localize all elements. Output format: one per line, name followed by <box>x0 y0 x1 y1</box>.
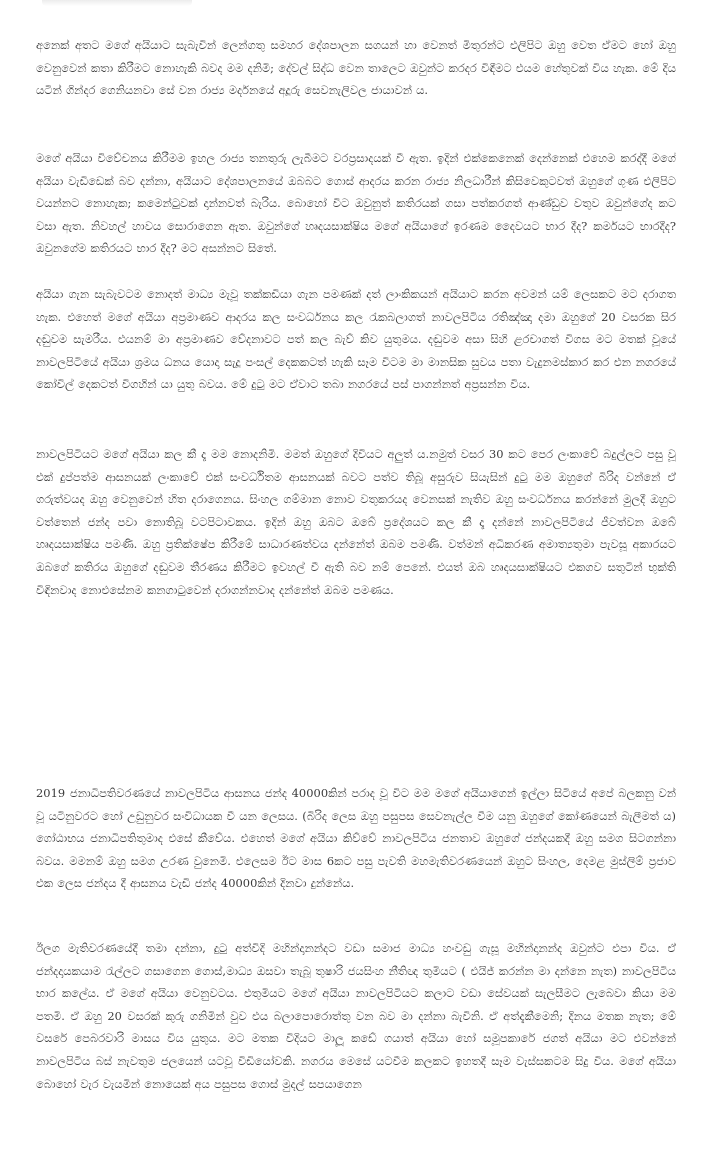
paragraph-4: නාවලපිටියට මගේ අයියා කල කී දෑ මම නොදනිමි. මමත් ඔහුගේ දිවියට අලුත් ය.නමුත් වසර 30 කට පෙර ලංකාවේ බදුල්ලට පසු වූ එක් දුප්පත්ම ආසනයක් ලංකාවේ එක් සංවර්ධිතම ආසනයක් බවට පත්ව තිබූ අසුරුව සියැසින් දුටු මම ඔහුගේ බිරිද වන්නේ ඒ ගරුත්වයද ඔහු වෙනුවෙන් හිත දරාගෙනය. සිංහල ගම්මාන නොව වතුකරයද වෙනසක් නැතිව ඔහු සංවර්ධනය කරන්නේ මුලදී ඔහුට වත්තෙන් ජන්ද පවා නොතිබූ වටපිටාවකය. ඉදින් ඔහු ඔබට ඔබේ ප්‍රදේශයට කල කී දෑ දන්නේ නාවලපිටියේ ජීවත්වන ඔබේ හෘදයසාක්ෂිය පමණි. ඔහු ප්‍රතික්ෂේප කිරීමේ සාධාරණත්වය දන්නේත් ඔබම පමණි. වත්මන් අධිකරණ අමාත්‍යතුමා පැවසූ අකාරයට ඔබගේ කතිරය ඔහුගේ දඬුවම තීරණය කිරීමට ඉවහල් වී ඇති බව නම් පෙනේ. එයත් ඔබ හෘදයසාක්ෂියට එකගව සතුටින් භුක්ති විඳිනවාද නොඑසේනම කනගාටුවෙන් දරාගන්නවාද දන්නේත් ඔබම පමණය. <box>36 447 676 597</box>
paragraph-3: අයියා ගැන සැබැවටම නොදත් මාධ්‍ය මැවූ තක්කඩියා ගැන පමණක් දත් ලාංකිකයන් අයියාට කරන අවමන් යම් ලෙසකට මට දරාගත හැක. එහෙත් මගේ අයියා අප්‍රමාණව ආදරය කල සංවර්ධනය කල රැකබලාගත් නාවලපිටිය රතිඤ්ඤා දමා ඔහුගේ 20 වසරක සිර දඬුවම සැමරීය. එයනම් මා අප්‍රමාණව වේදනාවට පත් කල බැව් කිව යුතුමය. දඬුවම අසා සිහි ළරචාගත් විගස මට මතක් වූයේ නාවලපිටියේ අයියා ශ්‍රමය ධනය යොදා සැදූ පංසල් දෙකකටත් හැකි සෑම විටම මා මානසික සුවය පතා වැදුනමස්කාර කර එන නගරයේ කෝවිල් දෙකටත් විගහින් යා යුතු බවය. මේ දුටු මට ඒවාට තබා නගරයේ පස් පාගන්නත් අප්‍රසන්න විය. <box>36 287 676 392</box>
paragraph-5: 2019 ජනාධිපතිවරණයේ නාවලපිටිය ආසනය ජන්ද 40000කින් පරාද වූ විට මම මගේ අයියාගෙන් ඉල්ලා සිටියේ අපේ බලකනු වන් වූ යටිනුවරට හෝ උඩුනුවර සංවිධායක වී යන ලෙසය. (බිරිද ලෙස ඔහු පසුපස සෙවනැල්ල වීම යනු ඔහුගේ කෝණයෙන් බැලීමත් ය) ගෝඨාභය ජනාධිපතිතුමාද එසේ කීවේය. එහෙත් මගේ අයියා කිව්වේ නාවලපිටිය ජනතාව ඔහුගේ ජන්දයකදී ඔහු සමග සිටගන්නා බවය. මමනම් ඔහු සමග උරණ වුනෙමි. එලෙසම ඊට මාස 6කට පසු පැවති මහමැතිවරණයෙන් ඔහුට සිංහල, දෙමළ මුස්ලිම් ප්‍රජාව එක ලෙස ජන්දය දී ආසනය වැඩි ජන්ද 40000කින් දිනවා දුන්නේය. <box>36 786 676 891</box>
paragraph-6: ඊලග මැතිවරණයේදී තමා දන්නා, දුටු අත්විදි මහින්දානන්දට වඩා සමාජ මාධ්‍ය හංවඩු ගැසූ මහින්දානන්ද ඔවුන්ට එපා විය. ඒ ජන්දදායකයාම රැල්ලට ගසාගෙන ගොස්,මාධ්‍ය ඔසවා තැබූ තුෂාරි ජයසිංහ නීතිඥ තුමියට ( එයිජ් කරන්න මා දන්නෙ නැත) නාවලපිටිය භාර කලේය. ඒ මගේ අයියා වෙනුවටය. එතුමියට මගේ අයියා නාවලපිටියට කලාට වඩා සේවයක් සැලසීමට ලැබෙවා කියා මම පතමි. ඒ ඔහු 20 වසරක් කුරු ගනිමින් වුව එය බලාපොරොත්තු වන බව මා දන්නා බැවිනි. ඒ අත්දැකීමෙනි; දිනය මතක නැත; මේ වසරේ පෙබරවාරි මාසය විය යුතුය. මට මතක විදියට මාලූ කඩේ ගයාත් අයියා හෝ සමූපකාරේ ජගත් අයියා මට එවන්නේ නාවලපිටිය බස් නැවතුම ජලයෙන් යටවූ විඩියෝවකි. නගරය මෙසේ යටවීම කලකට ඉහතදී සෑම වැස්සකටම සිදු විය. මගේ අයියා බොහෝ වැර වැයමින් නොයෙක් අය පසුපස ගොස් මුදල් සපයාගෙන <box>36 941 676 1091</box>
article-body <box>36 34 676 1164</box>
top-banner-fade <box>42 0 192 6</box>
paragraph-2: මගේ අයියා විවේචනය කිරීමම ඉහල රාජ්‍ය තනතුරු ලැබීමට වරප්‍රසාදයක් වී ඇත. ඉදින් එක්කෙනෙක් දෙන්නෙක් එහෙම කරද්දී මගේ අයියා වැඩිඩෙක් බව දන්නා, අයියාට දේශපාලනයේ ඔබබට ගොස් ආදරය කරන රාජ්‍ය නිලධාරීන් කිසිවෙකුටවත් ඔහුගේ ගුණ එලිපිට වයන්නට නොහැක; කමෙන්ටුවක් දාන්නවත් බැරිය. බොහෝ විට ඔවුනුත් කතිරයක් ගසා පත්කරගත් ආණ්ඩුව වතුව ඔවුන්ගේද කට වසා ඇත. නිවහල් හාවය සොරාගෙන ඇත. ඔවුන්ගේ හෘදයසාක්ෂිය මගේ අයියාගේ ඉරණම දෛවයට භාර දීද? කර්මයට භාරදීද? ඔවුනගේම කතිරයට භාර දීද? මට අසන්නට සිතේ. <box>36 151 676 256</box>
paragraph-1: අනෙක් අතට මගේ අයියාට සැබැවින් ලෙන්ගතු සමහර දේශපාලන සගයන් හා වෙනත් මිතුරන්ට එලිපිට ඔහු වෙත ඒමට හෝ ඔහු වෙනුවෙන් කතා කිරීමට නොහැකි බවද මම දනිමි; දේවල් සිද්ධ වෙන තාලෙට ඔවුන්ට කරදර විඳීමට එයම හේතුවක් විය හැක. මේ දිය යටින් ගින්දර ගෙනියනවා සේ වන රාජ්‍ය මර්දනයේ අදූරු සෙවනැලිවල ජායාවන් ය. <box>36 38 676 98</box>
